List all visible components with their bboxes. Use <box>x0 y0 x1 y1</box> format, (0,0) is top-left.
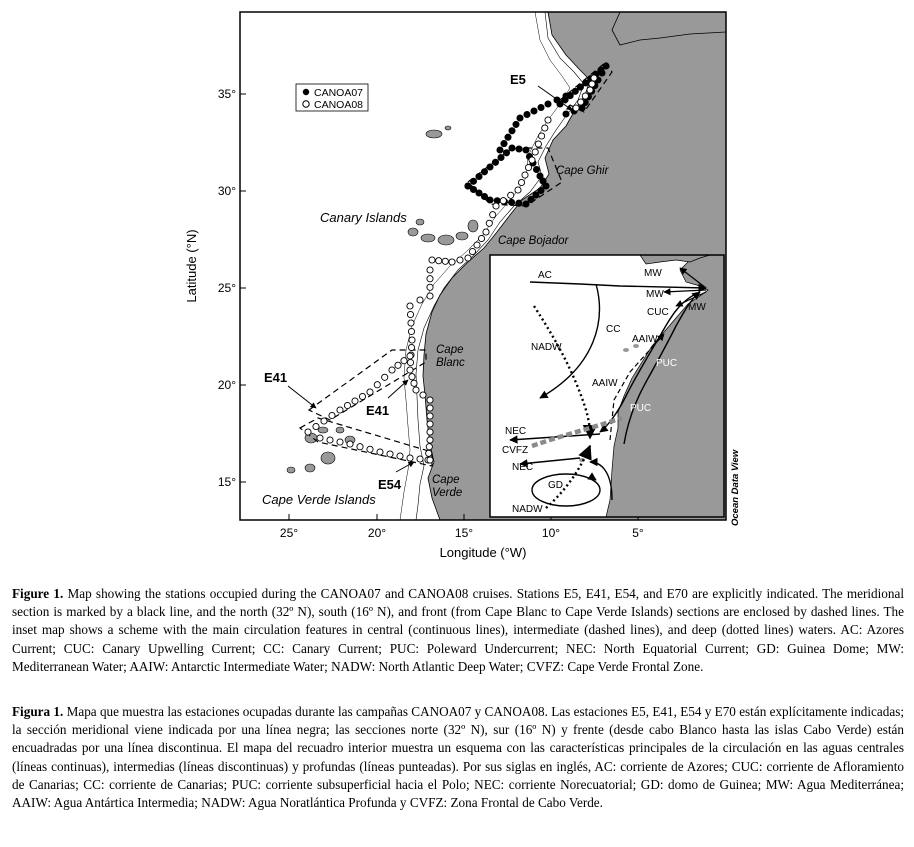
inset-label: CUC <box>647 307 669 318</box>
canoa07-station-marker <box>538 104 544 110</box>
canoa07-station-marker <box>476 173 482 179</box>
canoa08-station-marker <box>413 387 419 393</box>
canoa08-station-marker <box>344 402 350 408</box>
canoa08-station-marker <box>409 337 415 343</box>
legend <box>296 84 368 111</box>
canoa08-station-marker <box>529 157 535 163</box>
canoa08-station-marker <box>525 164 531 170</box>
caption-spanish <box>12 703 904 812</box>
canoa08-station-marker <box>382 374 388 380</box>
lon-tick: 25° <box>279 526 299 540</box>
lat-tick: 15° <box>217 475 236 489</box>
canoa07-station-marker <box>572 88 578 94</box>
canoa07-station-marker <box>579 105 585 111</box>
canoa07-station-marker <box>563 111 569 117</box>
inset-label: MW <box>646 289 664 300</box>
canoa08-station-marker <box>465 255 471 261</box>
canoa07-station-marker <box>516 200 522 206</box>
canoa07-station-marker <box>509 128 515 134</box>
lon-tick: 20° <box>367 526 387 540</box>
canoa07-station-marker <box>531 108 537 114</box>
canoa08-station-marker <box>582 93 588 99</box>
ocean-data-view-credit: Ocean Data View <box>730 449 741 526</box>
legend-label: CANOA08 <box>314 99 364 111</box>
canoa07-station-marker <box>487 164 493 170</box>
legend-open-marker <box>303 101 309 107</box>
canoa08-station-marker <box>486 220 492 226</box>
canoa08-station-marker <box>426 444 432 450</box>
inset-label: AC <box>538 270 552 281</box>
inset-label: CVFZ <box>502 445 529 456</box>
canoa08-station-marker <box>407 353 413 359</box>
canoa07-station-marker <box>563 93 569 99</box>
inset-label: CC <box>606 324 621 335</box>
canoa08-station-marker <box>377 449 383 455</box>
canoa08-station-marker <box>313 423 319 429</box>
canoa08-station-marker <box>508 192 514 198</box>
canoa08-station-marker <box>407 311 413 317</box>
lon-tick-labels <box>280 526 644 540</box>
canoa07-station-marker <box>583 80 589 86</box>
canoa07-station-marker <box>523 147 529 153</box>
inset-label: GD <box>548 480 563 491</box>
canoa08-station-marker <box>401 358 407 364</box>
canoa08-station-marker <box>367 446 373 452</box>
canoa08-station-marker <box>436 258 442 264</box>
canoa08-station-marker <box>449 259 455 265</box>
inset-label: NADW <box>512 504 543 515</box>
canoa08-station-marker <box>357 444 363 450</box>
lat-tick: 35° <box>217 87 236 101</box>
legend-label: CANOA07 <box>314 87 364 99</box>
canoa07-station-marker <box>497 147 503 153</box>
canoa07-station-marker <box>503 150 509 156</box>
canoa08-station-marker <box>500 198 506 204</box>
canoa08-station-marker <box>347 441 353 447</box>
canoa08-station-marker <box>429 257 435 263</box>
canoa08-station-marker <box>407 303 413 309</box>
canoa07-station-marker <box>554 97 560 103</box>
canoa08-station-marker <box>442 258 448 264</box>
inset-label: MW <box>644 268 662 279</box>
canoa08-station-marker <box>321 418 327 424</box>
canoa08-station-marker <box>474 242 480 248</box>
canoa08-station-marker <box>545 117 551 123</box>
lat-tick: 30° <box>217 184 236 198</box>
caption-label: Figura 1. <box>12 704 64 719</box>
canoa08-station-marker <box>573 105 579 111</box>
lon-tick: 10° <box>541 526 561 540</box>
canoa08-station-marker <box>407 367 413 373</box>
canoa08-station-marker <box>337 439 343 445</box>
canoa07-station-marker <box>470 178 476 184</box>
inset-label: NADW <box>531 342 562 353</box>
canoa08-station-marker <box>337 407 343 413</box>
caption-text: Map showing the stations occupied during the CANOA07 and CANOA08 cruises. Stations E5, E41, E54, and E70 are explicitly indicated. The meridional section is marked by a black line, and the north (32º N), south (16º N), and front (from Cape Blanc to Cape Verde Islands) sections are enclosed by dashed lines. The inset map shows a scheme with the main circulation features in central (continuous lines), intermediate (dashed lines), and deep (dotted lines) waters. AC: Azores Current; CUC: Canary Upwelling Current; CC: Canary Current; PUC: Poleward Undercurrent; NEC: North Equatorial Current; GD: Guinea Dome; MW: Mediterranean Water; AAIW: Antarctic Intermediate Water; NADW: North Atlantic Deep Water; CVFZ: Cape Verde Frontal Zone. <box>12 586 905 674</box>
canoa07-station-marker <box>481 193 487 199</box>
canoa08-station-marker <box>426 450 432 456</box>
canoa08-station-marker <box>427 457 433 463</box>
canoa07-station-marker <box>505 134 511 140</box>
canoa08-station-marker <box>490 212 496 218</box>
station-label-e5: E5 <box>510 72 526 87</box>
lon-tick: 5° <box>632 526 644 540</box>
canoa08-station-marker <box>518 179 524 185</box>
canoa08-station-marker <box>387 451 393 457</box>
y-axis-label: Latitude (°N) <box>184 229 199 303</box>
canoa08-station-marker <box>407 359 413 365</box>
lat-tick-labels <box>218 87 236 489</box>
lon-tick: 15° <box>454 526 474 540</box>
canoa08-station-marker <box>374 382 380 388</box>
legend-filled-marker <box>303 89 309 95</box>
canoa08-station-marker <box>457 257 463 263</box>
canoa08-station-marker <box>483 229 489 235</box>
canoa07-station-marker <box>509 145 515 151</box>
lat-tick: 20° <box>217 378 236 392</box>
cape-blanc-label: Cape <box>436 344 464 356</box>
caption-label: Figure 1. <box>12 586 64 601</box>
station-label-e41: E41 <box>264 370 288 385</box>
cape-bojador-label: Cape Bojador <box>498 235 569 247</box>
canoa07-station-marker <box>533 192 539 198</box>
inset-label: AAIW <box>632 334 658 345</box>
canoa08-station-marker <box>305 429 311 435</box>
canoa08-station-marker <box>427 413 433 419</box>
cape-ghir-label: Cape Ghir <box>556 165 609 177</box>
inset-label: MW <box>688 302 706 313</box>
canoa07-station-marker <box>543 183 549 189</box>
canoa08-station-marker <box>427 397 433 403</box>
canoa08-station-marker <box>409 374 415 380</box>
canoa08-station-marker <box>542 125 548 131</box>
canoa08-station-marker <box>535 141 541 147</box>
canoa07-station-marker <box>516 146 522 152</box>
canoa08-station-marker <box>578 99 584 105</box>
canoa07-station-marker <box>492 159 498 165</box>
canoa07-station-marker <box>487 197 493 203</box>
canoa08-station-marker <box>327 437 333 443</box>
inset-label: NEC <box>505 426 527 437</box>
inset-map <box>490 255 724 517</box>
canoa08-station-marker <box>589 81 595 87</box>
canoa08-station-marker <box>367 389 373 395</box>
canoa07-station-marker <box>509 199 515 205</box>
canoa08-station-marker <box>539 133 545 139</box>
cape-verde-label: Verde <box>432 487 463 499</box>
caption-text: Mapa que muestra las estaciones ocupadas durante las campañas CANOA07 y CANOA08. Las estaciones E5, E41, E54 y E70 están explícitamente indicadas; la sección meridional viene indicada por una línea negra; las secciones norte (32º N), sur (16º N) y frente (desde cabo Blanco hasta las islas Cabo Verde) están encuadradas por una línea discontinua. El mapa del recuadro interior muestra un esquema con las características principales de la circulación en las aguas centrales (líneas continuas), intermedias (líneas discontinuas) y profundas (líneas punteadas). Por sus siglas en inglés, AC: corriente de Azores; CUC: corriente de Afloramiento de Canarias; CC: corriente de Canarias; PUC: corriente subsuperficial hacia el Polo; NEC: corriente Norecuatorial; GD: domo de Guinea; MW: Agua Mediterránea; AAIW: Agua Antártica Intermedia; NADW: Agua Noratlántica Profunda y CVFZ: Zona Frontal de Cabo Verde. <box>12 704 904 811</box>
canoa07-station-marker <box>545 101 551 107</box>
canoa08-station-marker <box>427 429 433 435</box>
canoa07-station-marker <box>517 115 523 121</box>
canoa08-station-marker <box>395 362 401 368</box>
lat-tick: 25° <box>217 281 236 295</box>
canoa08-station-marker <box>329 412 335 418</box>
cape-blanc-label: Blanc <box>436 357 465 369</box>
canoa08-station-marker <box>411 380 417 386</box>
canoa08-station-marker <box>587 87 593 93</box>
cape-verde-label: Cape <box>432 474 460 486</box>
canoa08-station-marker <box>417 456 423 462</box>
canoa07-station-marker <box>524 111 530 117</box>
canoa07-station-marker <box>501 141 507 147</box>
canoa08-station-marker <box>317 435 323 441</box>
inset-label: NEC <box>512 462 534 473</box>
canoa08-station-marker <box>359 393 365 399</box>
x-axis-label: Longitude (°W) <box>439 545 527 560</box>
canoa08-station-marker <box>427 405 433 411</box>
inset-label: PUC <box>656 358 678 369</box>
canoa08-station-marker <box>417 297 423 303</box>
inset-label: PUC <box>630 403 652 414</box>
canoa08-station-marker <box>427 276 433 282</box>
canoa08-station-marker <box>408 344 414 350</box>
canoa08-station-marker <box>407 455 413 461</box>
cape-verde-islands-label: Cape Verde Islands <box>262 492 376 507</box>
canoa08-station-marker <box>427 437 433 443</box>
canoa07-station-marker <box>599 70 605 76</box>
canoa08-station-marker <box>522 172 528 178</box>
canoa08-station-marker <box>389 367 395 373</box>
canoa07-station-marker <box>533 166 539 172</box>
canoa07-station-marker <box>481 169 487 175</box>
canoa08-station-marker <box>397 453 403 459</box>
canoa08-station-marker <box>427 293 433 299</box>
canoa07-station-marker <box>470 186 476 192</box>
canary-islands-label: Canary Islands <box>320 210 407 225</box>
canoa08-station-marker <box>478 235 484 241</box>
canoa08-station-marker <box>469 248 475 254</box>
canoa08-station-marker <box>352 398 358 404</box>
canoa08-station-marker <box>408 328 414 334</box>
canoa07-station-marker <box>603 63 609 69</box>
canoa08-station-marker <box>427 284 433 290</box>
canoa07-station-marker <box>513 121 519 127</box>
station-label-e54: E54 <box>378 477 402 492</box>
canoa07-station-marker <box>577 84 583 90</box>
station-label-e41: E41 <box>366 403 390 418</box>
canoa07-station-marker <box>538 187 544 193</box>
canoa07-station-marker <box>498 154 504 160</box>
canoa07-station-marker <box>465 183 471 189</box>
canoa08-station-marker <box>408 320 414 326</box>
canoa08-station-marker <box>427 267 433 273</box>
canoa08-station-marker <box>591 75 597 81</box>
canoa07-station-marker <box>528 196 534 202</box>
canoa08-station-marker <box>420 392 426 398</box>
canoa07-station-marker <box>523 201 529 207</box>
canoa08-station-marker <box>427 421 433 427</box>
canoa07-station-marker <box>476 190 482 196</box>
canoa08-station-marker <box>515 187 521 193</box>
inset-label: AAIW <box>592 378 618 389</box>
canoa08-station-marker <box>493 203 499 209</box>
canoa08-station-marker <box>532 149 538 155</box>
caption-english <box>12 585 904 676</box>
